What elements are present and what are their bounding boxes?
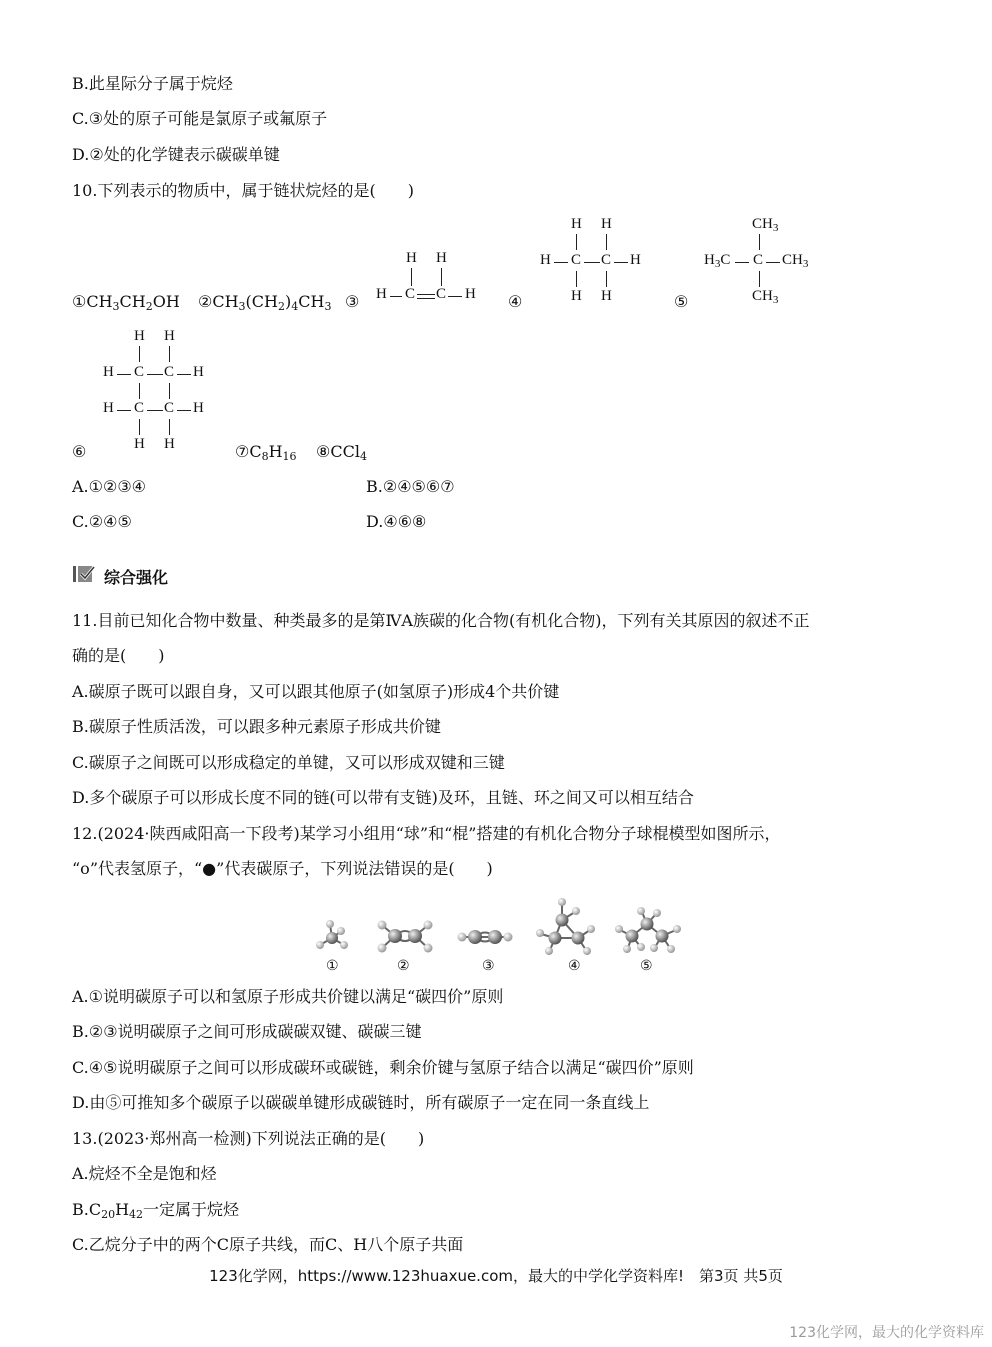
checklist-icon (72, 564, 98, 588)
model-ethylene (378, 921, 433, 953)
q10-option-d: D.④⑥⑧ (366, 512, 427, 531)
q11-option-b: B.碳原子性质活泼，可以跟多种元素原子形成共价键 (72, 717, 441, 736)
q12-stem-line1: 12.(2024·陕西咸阳高一下段考)某学习小组用“球”和“棍”搭建的有机化合物分子球棍模型如图所示， (72, 824, 781, 843)
section-title: 综合强化 (104, 567, 169, 587)
q12-option-b: B.②③说明碳原子之间可形成碳碳双键、碳碳三键 (72, 1022, 422, 1041)
model-label-4: ④ (568, 958, 581, 974)
watermark: 123化学网，最大的化学资料库 (789, 1325, 984, 1341)
q9-option-d: D.②处的化学键表示碳碳单键 (72, 145, 280, 164)
q10-option-b: B.②④⑤⑥⑦ (366, 477, 455, 496)
q13-option-a: A.烷烃不全是饱和烃 (72, 1164, 217, 1183)
q10-item-5-label: ⑤ (674, 292, 689, 311)
q10-item-7: $⑦C_8H_{16}$ (235, 442, 297, 463)
q10-item-8: ⑧CCl$_4$ (316, 442, 367, 463)
model-label-2: ② (397, 958, 410, 974)
q12-stem-line2: “o”代表氢原子，“●”代表碳原子，下列说法错误的是( ) (72, 859, 493, 878)
q10-item-1: $①CH_3CH_2OH$ (72, 292, 180, 313)
q13-stem: 13.(2023·郑州高一检测)下列说法正确的是( ) (72, 1129, 425, 1148)
q10-item-3-label: ③ (345, 292, 360, 311)
q10-option-a: A.①②③④ (72, 477, 147, 496)
q11-stem-line1: 11.目前已知化合物中数量、种类最多的是第ⅣA族碳的化合物(有机化合物)，下列有关其原因的叙述不正 (72, 611, 810, 630)
q9-option-c: C.③处的原子可能是氯原子或氟原子 (72, 109, 328, 128)
q12-option-c: C.④⑤说明碳原子之间可以形成碳环或碳链，剩余价键与氢原子结合以满足“碳四价”原则 (72, 1058, 694, 1077)
q10-item-4-label: ④ (508, 292, 523, 311)
q11-option-d: D.多个碳原子可以形成长度不同的链(可以带有支链)及环，且链、环之间又可以相互结合 (72, 788, 694, 807)
q11-stem-line2: 确的是( ) (72, 646, 165, 665)
q10-item-6-label: ⑥ (72, 442, 87, 461)
q13-option-b: $B.C_{20}H_{42}$一定属于烷烃 (72, 1200, 240, 1221)
q10-item-2: $②CH_3(CH_2)_4CH_3$ (198, 292, 332, 313)
model-methane (316, 920, 348, 949)
section-heading (72, 564, 168, 588)
q13-option-c: C.乙烷分子中的两个C原子共线，而C、H八个原子共面 (72, 1235, 464, 1254)
model-chain (615, 907, 681, 953)
q12-option-a: A.①说明碳原子可以和氢原子形成共价键以满足“碳四价”原则 (72, 987, 504, 1006)
q9-option-b: B.此星际分子属于烷烃 (72, 74, 233, 93)
q10-option-c: C.②④⑤ (72, 512, 132, 531)
model-label-1: ① (326, 958, 339, 974)
model-acetylene (458, 930, 513, 944)
page-footer: 123化学网，https://www.123huaxue.com，最大的中学化学资料库! 第3页 共5页 (209, 1267, 783, 1285)
model-label-3: ③ (482, 958, 495, 974)
model-ring (536, 898, 595, 955)
q11-option-c: C.碳原子之间既可以形成稳定的单键，又可以形成双键和三键 (72, 753, 505, 772)
model-label-5: ⑤ (640, 958, 653, 974)
q10-stem: 10.下列表示的物质中，属于链状烷烃的是( ) (72, 181, 414, 200)
q11-option-a: A.碳原子既可以跟自身，又可以跟其他原子(如氢原子)形成4个共价键 (72, 682, 560, 701)
q12-option-d: D.由⑤可推知多个碳原子以碳碳单键形成碳链时，所有碳原子一定在同一条直线上 (72, 1093, 650, 1112)
